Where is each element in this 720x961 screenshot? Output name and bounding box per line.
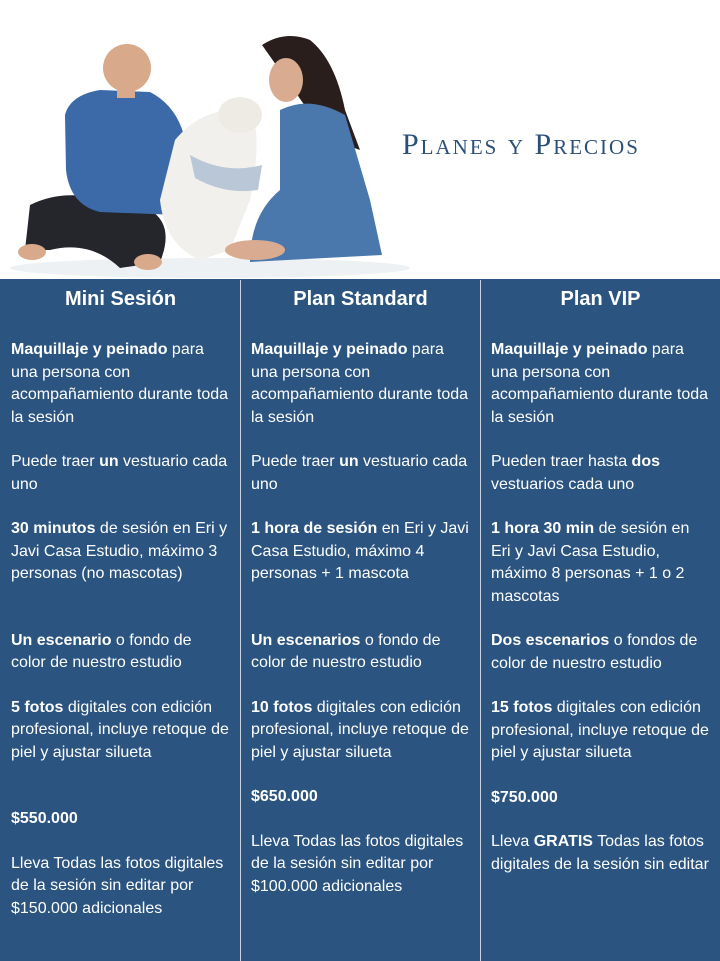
plan-photos: 10 fotos digitales con edición profesional, incluye retoque de piel y ajustar silueta (251, 698, 469, 761)
plan-scenario: Dos escenarios o fondos de color de nuestro estudio (491, 632, 698, 672)
plan-column-standard (240, 280, 480, 961)
plan-makeup: Maquillaje y peinado para una persona con acompañamiento durante toda la sesión (11, 341, 229, 426)
plan-name: Plan VIP (560, 288, 641, 310)
plan-photos: 15 fotos digitales con edición profesional, incluye retoque de piel y ajustar silueta (491, 699, 709, 761)
plan-extra: Lleva GRATIS Todas las fotos digitales de la sesión sin editar (491, 833, 709, 873)
plan-price: $650.000 (251, 788, 318, 805)
hero-banner (0, 0, 720, 279)
plan-scenario: Un escenario o fondo de color de nuestro estudio (11, 631, 192, 671)
plan-name: Plan Standard (293, 288, 428, 310)
plans-table (0, 279, 720, 961)
plan-scenario: Un escenarios o fondo de color de nuestro estudio (251, 631, 441, 671)
plan-makeup: Maquillaje y peinado para una persona con acompañamiento durante toda la sesión (491, 341, 709, 426)
plan-name: Mini Sesión (64, 288, 177, 310)
plan-extra: Lleva Todas las fotos digitales de la sesión sin editar por $150.000 adicionales (11, 854, 224, 917)
plan-price: $750.000 (491, 788, 558, 806)
plan-column-vip (480, 280, 720, 961)
plan-session: 30 minutos de sesión en Eri y Javi Casa Estudio, máximo 3 personas (no mascotas) (11, 520, 228, 582)
plan-column-mini (0, 280, 240, 961)
plan-session: 1 hora 30 min de sesión en Eri y Javi Casa Estudio, máximo 8 personas + 1 o 2 mascotas (491, 520, 690, 605)
plan-extra: Lleva Todas las fotos digitales de la sesión sin editar por $100.000 adicionales (251, 832, 464, 895)
plan-wardrobe: Puede traer un vestuario cada uno (11, 453, 228, 493)
page-title: Planes y Precios (402, 128, 640, 161)
plan-price: $550.000 (11, 810, 78, 827)
plan-makeup: Maquillaje y peinado para una persona con acompañamiento durante toda la sesión (251, 341, 469, 426)
plan-wardrobe: Puede traer un vestuario cada uno (251, 453, 468, 493)
plan-wardrobe: Pueden traer hasta dos vestuarios cada uno (491, 453, 660, 493)
plan-session: 1 hora de sesión en Eri y Javi Casa Estudio, máximo 4 personas + 1 mascota (251, 520, 469, 582)
plan-photos: 5 fotos digitales con edición profesional, incluye retoque de piel y ajustar silueta (11, 698, 229, 761)
